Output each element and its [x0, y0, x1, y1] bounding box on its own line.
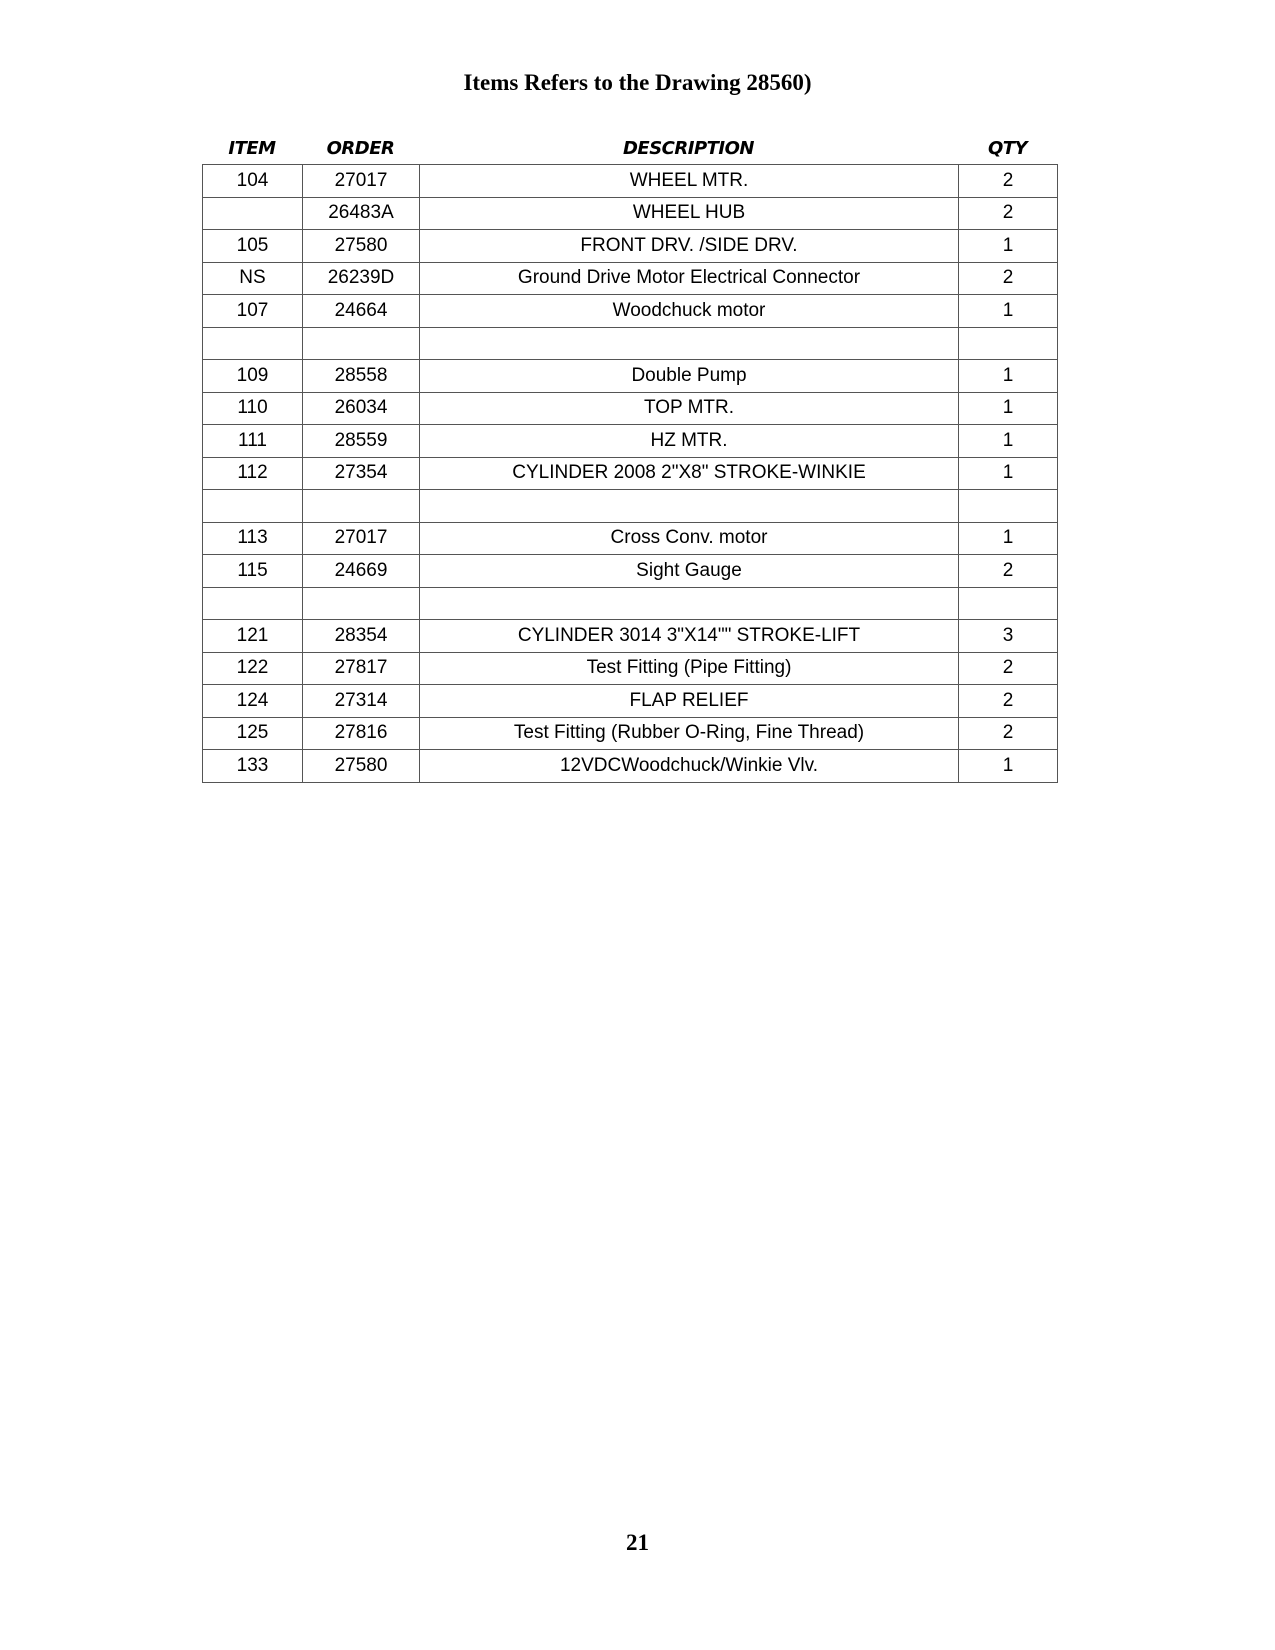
parts-table-body — [203, 165, 1058, 783]
cell-item — [203, 197, 303, 230]
cell-qty: 2 — [959, 652, 1058, 685]
cell-qty: 2 — [959, 717, 1058, 750]
cell-item: 105 — [203, 230, 303, 263]
cell-description: Test Fitting (Rubber O-Ring, Fine Thread) — [420, 717, 959, 750]
cell-item: 107 — [203, 295, 303, 328]
cell-description: TOP MTR. — [420, 392, 959, 425]
header-qty: QTY — [987, 138, 1028, 159]
cell-order: 28558 — [303, 360, 420, 393]
table-row — [203, 717, 1058, 750]
cell-item: 115 — [203, 555, 303, 588]
cell-description: Sight Gauge — [420, 555, 959, 588]
table-row — [203, 165, 1058, 198]
cell-item — [203, 490, 303, 523]
page-title: Items Refers to the Drawing 28560) — [463, 70, 812, 95]
cell-description: Cross Conv. motor — [420, 522, 959, 555]
cell-order — [303, 327, 420, 360]
table-row — [203, 327, 1058, 360]
table-row — [203, 750, 1058, 783]
cell-qty: 2 — [959, 262, 1058, 295]
cell-description — [420, 490, 959, 523]
cell-item: 125 — [203, 717, 303, 750]
cell-item: 113 — [203, 522, 303, 555]
cell-qty: 1 — [959, 360, 1058, 393]
cell-qty: 2 — [959, 165, 1058, 198]
cell-order: 27017 — [303, 522, 420, 555]
cell-description — [420, 327, 959, 360]
table-row — [203, 490, 1058, 523]
header-item: ITEM — [228, 138, 276, 159]
cell-qty: 2 — [959, 685, 1058, 718]
cell-description: WHEEL MTR. — [420, 165, 959, 198]
cell-order: 27017 — [303, 165, 420, 198]
cell-description: FLAP RELIEF — [420, 685, 959, 718]
table-row — [203, 262, 1058, 295]
cell-order — [303, 490, 420, 523]
cell-item: 124 — [203, 685, 303, 718]
cell-order: 24669 — [303, 555, 420, 588]
cell-qty: 1 — [959, 295, 1058, 328]
cell-order: 27580 — [303, 750, 420, 783]
cell-qty: 1 — [959, 750, 1058, 783]
cell-qty — [959, 587, 1058, 620]
cell-item: 111 — [203, 425, 303, 458]
cell-order — [303, 587, 420, 620]
cell-item — [203, 327, 303, 360]
table-row — [203, 230, 1058, 263]
cell-item: 133 — [203, 750, 303, 783]
cell-description — [420, 587, 959, 620]
cell-order: 26034 — [303, 392, 420, 425]
parts-table — [202, 164, 1058, 783]
cell-item: 112 — [203, 457, 303, 490]
header-description: DESCRIPTION — [622, 138, 754, 159]
table-row — [203, 652, 1058, 685]
cell-description: WHEEL HUB — [420, 197, 959, 230]
table-row — [203, 360, 1058, 393]
cell-description: Woodchuck motor — [420, 295, 959, 328]
header-order: ORDER — [326, 138, 395, 159]
cell-order: 27817 — [303, 652, 420, 685]
cell-item: 122 — [203, 652, 303, 685]
table-row — [203, 392, 1058, 425]
cell-order: 28559 — [303, 425, 420, 458]
cell-qty: 1 — [959, 392, 1058, 425]
table-row — [203, 197, 1058, 230]
cell-item: 109 — [203, 360, 303, 393]
cell-qty — [959, 327, 1058, 360]
cell-order: 26239D — [303, 262, 420, 295]
cell-qty: 2 — [959, 555, 1058, 588]
cell-item: 121 — [203, 620, 303, 653]
table-row — [203, 685, 1058, 718]
table-row — [203, 425, 1058, 458]
table-header — [202, 134, 1057, 164]
cell-order: 26483A — [303, 197, 420, 230]
cell-order: 27816 — [303, 717, 420, 750]
cell-qty: 1 — [959, 230, 1058, 263]
cell-qty: 1 — [959, 425, 1058, 458]
cell-description: Test Fitting (Pipe Fitting) — [420, 652, 959, 685]
cell-item: NS — [203, 262, 303, 295]
cell-qty: 1 — [959, 522, 1058, 555]
cell-order: 27580 — [303, 230, 420, 263]
cell-item: 104 — [203, 165, 303, 198]
cell-item: 110 — [203, 392, 303, 425]
cell-order: 27314 — [303, 685, 420, 718]
cell-description: CYLINDER 3014 3"X14"" STROKE-LIFT — [420, 620, 959, 653]
page-number: 21 — [626, 1530, 649, 1555]
table-row — [203, 587, 1058, 620]
cell-description: Double Pump — [420, 360, 959, 393]
cell-description: 12VDCWoodchuck/Winkie Vlv. — [420, 750, 959, 783]
cell-item — [203, 587, 303, 620]
table-row — [203, 522, 1058, 555]
cell-order: 28354 — [303, 620, 420, 653]
table-row — [203, 457, 1058, 490]
cell-description: Ground Drive Motor Electrical Connector — [420, 262, 959, 295]
table-row — [203, 295, 1058, 328]
table-row — [203, 620, 1058, 653]
cell-qty: 2 — [959, 197, 1058, 230]
cell-description: FRONT DRV. /SIDE DRV. — [420, 230, 959, 263]
cell-qty: 3 — [959, 620, 1058, 653]
cell-order: 27354 — [303, 457, 420, 490]
cell-qty: 1 — [959, 457, 1058, 490]
cell-qty — [959, 490, 1058, 523]
cell-description: HZ MTR. — [420, 425, 959, 458]
table-row — [203, 555, 1058, 588]
cell-order: 24664 — [303, 295, 420, 328]
cell-description: CYLINDER 2008 2"X8" STROKE-WINKIE — [420, 457, 959, 490]
